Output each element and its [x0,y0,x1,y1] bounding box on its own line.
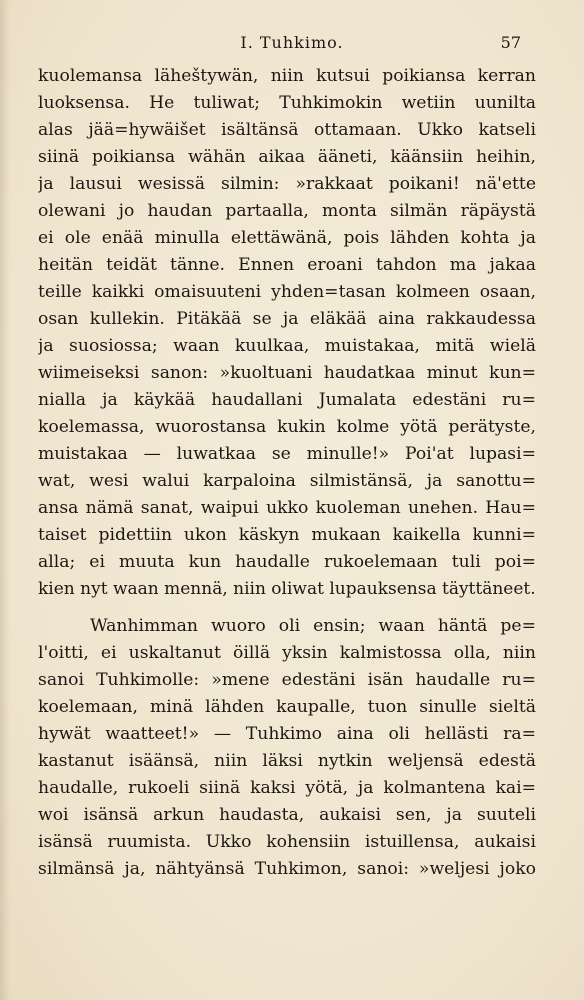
text-line: heitän teidät tänne. Ennen eroani tahdon ma jakaa [38,255,536,275]
text-line: luoksensa. He tuliwat; Tuhkimokin wetiin uunilta [38,93,536,113]
text-line: Wanhimman wuoro oli ensin; waan häntä pe= [90,616,536,636]
text-line: alla; ei muuta kun haudalle rukoelemaan tuli poi= [38,552,536,572]
text-line: isänsä ruumista. Ukko kohensiin istuillensa, aukaisi [38,832,536,852]
text-line: alas jää=hywäišet isältänsä ottamaan. Ukko katseli [38,120,536,140]
text-line: sanoi Tuhkimolle: »mene edestäni isän haudalle ru= [38,670,536,690]
text-line: l'oitti, ei uskaltanut öillä yksin kalmistossa olla, niin [38,643,536,663]
paragraph-1 [38,63,536,603]
paragraph-gap [38,603,536,613]
text-line: wat, wesi walui karpaloina silmistänsä, ja sanottu= [38,471,536,491]
body-text [38,63,536,883]
text-line: muistakaa — luwatkaa se minulle!» Poi'at lupasi= [38,444,536,464]
text-line: koelemaan, minä lähden kaupalle, tuon sinulle sieltä [38,697,536,717]
text-line: hywät waatteet!» — Tuhkimo aina oli hellästi ra= [38,724,536,744]
text-line: wiimeiseksi sanon: »kuoltuani haudatkaa minut kun= [38,363,536,383]
page-number: 57 [500,33,521,52]
running-head [0,31,584,55]
paragraph-2 [38,613,536,883]
text-line: kastanut isäänsä, niin läksi nytkin weljensä edestä [38,751,536,771]
text-line: osan kullekin. Pitäkää se ja eläkää aina rakkaudessa [38,309,536,329]
text-line: woi isänsä arkun haudasta, aukaisi sen, ja suuteli [38,805,536,825]
text-line: ja lausui wesissä silmin: »rakkaat poikani! nä'ette [38,174,536,194]
text-line: olewani jo haudan partaalla, monta silmän räpäystä [38,201,536,221]
text-line: koelemassa, wuorostansa kukin kolme yötä perätyste, [38,417,536,437]
text-line: kuolemansa läheštywän, niin kutsui poikiansa kerran [38,66,536,86]
text-line: teille kaikki omaisuuteni yhden=tasan kolmeen osaan, [38,282,536,302]
text-line: kien nyt waan mennä, niin oliwat lupauksensa täyttäneet. [38,579,536,599]
text-line: silmänsä ja, nähtyänsä Tuhkimon, sanoi: »weljesi joko [38,859,536,879]
chapter-title: I. Tuhkimo. [240,33,344,52]
text-line: ja suosiossa; waan kuulkaa, muistakaa, mitä wielä [38,336,536,356]
page-edge-shadow [0,0,10,1000]
text-line: haudalle, rukoeli siinä kaksi yötä, ja kolmantena kai= [38,778,536,798]
text-line: taiset pidettiin ukon käskyn mukaan kaikella kunni= [38,525,536,545]
text-line: siinä poikiansa wähän aikaa ääneti, käänsiin heihin, [38,147,536,167]
text-line: ansa nämä sanat, waipui ukko kuoleman unehen. Hau= [38,498,536,518]
text-line: ei ole enää minulla elettäwänä, pois lähden kohta ja [38,228,536,248]
text-line: nialla ja käykää haudallani Jumalata edestäni ru= [38,390,536,410]
